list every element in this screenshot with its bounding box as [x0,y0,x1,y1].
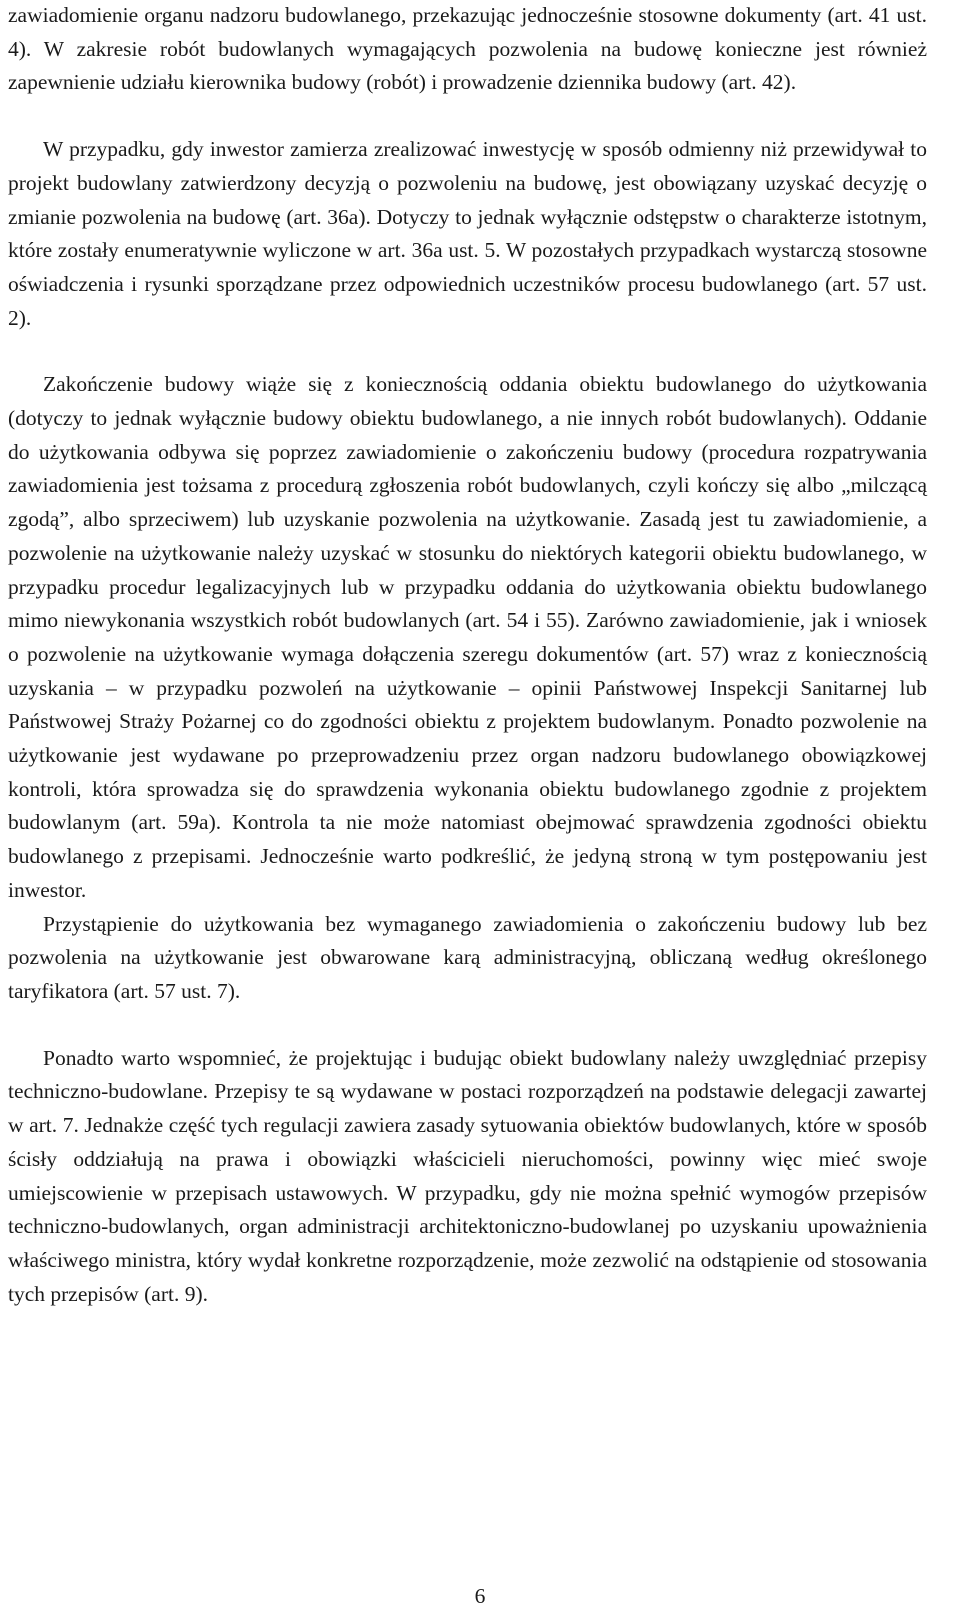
paragraph-permit-change: W przypadku, gdy inwestor zamierza zrealizować inwestycję w sposób odmienny niż przewidywał to projekt budowlany zatwierdzony decyzją o pozwoleniu na budowę, jest obowiązany uzyskać decyzję o zmianie pozwolenia na budowę (art. 36a). Dotyczy to jednak wyłącznie odstępstw o charakterze istotnym, które zostały enumeratywnie wyliczone w art. 36a ust. 5. W pozostałych przypadkach wystarczą stosowne oświadczenia i rysunki sporządzane przez odpowiednich uczestników procesu budowlanego (art. 57 ust. 2). [8,137,927,330]
paragraph-penalty: Przystąpienie do użytkowania bez wymaganego zawiadomienia o zakończeniu budowy lub bez pozwolenia na użytkowanie jest obwarowane karą administracyjną, obliczaną według określonego taryfikatora (art. 57 ust. 7). [8,911,927,1003]
paragraph-technical-rules: Ponadto warto wspomnieć, że projektując i budując obiekt budowlany należy uwzględniać przepisy techniczno-budowlane. Przepisy te są wydawane w postaci rozporządzeń na podstawie delegacji zawartej w art. 7. Jednakże część tych regulacji zawiera zasady sytuowania obiektów budowlanych, które w sposób ścisły oddziałują na prawa i obowiązki właścicieli nieruchomości, powinny więc mieć swoje umiejscowienie w przepisach ustawowych. W przypadku, gdy nie można spełnić wymogów przepisów techniczno-budowlanych, organ administracji architektoniczno-budowlanej po uzyskaniu upoważnienia właściwego ministra, który wydał konkretne rozporządzenie, może zezwolić na odstąpienie od stosowania tych przepisów (art. 9). [8,1045,927,1306]
page-number: 6 [474,1584,486,1608]
paragraph-completion: Zakończenie budowy wiąże się z koniecznością oddania obiektu budowlanego do użytkowania (dotyczy to jednak wyłącznie budowy obiektu budowlanego, a nie innych robót budowlanych). Oddanie do użytkowania odbywa się poprzez zawiadomienie o zakończeniu budowy (procedura rozpatrywania zawiadomienia jest tożsama z procedurą zgłoszenia robót budowlanych, czyli kończy się albo „milczącą zgodą”, albo sprzeciwem) lub uzyskanie pozwolenia na użytkowanie. Zasadą jest tu zawiadomienie, a pozwolenie na użytkowanie należy uzyskać w stosunku do niektórych kategorii obiektu budowlanego, w przypadku procedur legalizacyjnych lub w przypadku oddania do użytkowania obiektu budowlanego mimo niewykonania wszystkich robót budowlanych (art. 54 i 55). Zarówno zawiadomienie, jak i wniosek o pozwolenie na użytkowanie wymaga dołączenia szeregu dokumentów (art. 57) wraz z koniecznością uzyskania – w przypadku pozwoleń na użytkowanie – opinii Państwowej Inspekcji Sanitarnej lub Państwowej Straży Pożarnej co do zgodności obiektu z projektem budowlanym. Ponadto pozwolenie na użytkowanie jest wydawane po przeprowadzeniu przez organ nadzoru budowlanego obowiązkowej kontroli, która sprowadza się do sprawdzenia wykonania obiektu budowlanego zgodnie z projektem budowlanym (art. 59a). Kontrola ta nie może natomiast obejmować sprawdzenia zgodności obiektu budowlanego z przepisami. Jednocześnie warto podkreślić, że jedyną stroną w tym postępowaniu jest inwestor. [8,372,927,902]
paragraph-continuation: zawiadomienie organu nadzoru budowlanego, przekazując jednocześnie stosowne dokumenty (art. 41 ust. 4). W zakresie robót budowlanych wymagających pozwolenia na budowę konieczne jest również zapewnienie udziału kierownika budowy (robót) i prowadzenie dziennika budowy (art. 42). [8,3,927,95]
